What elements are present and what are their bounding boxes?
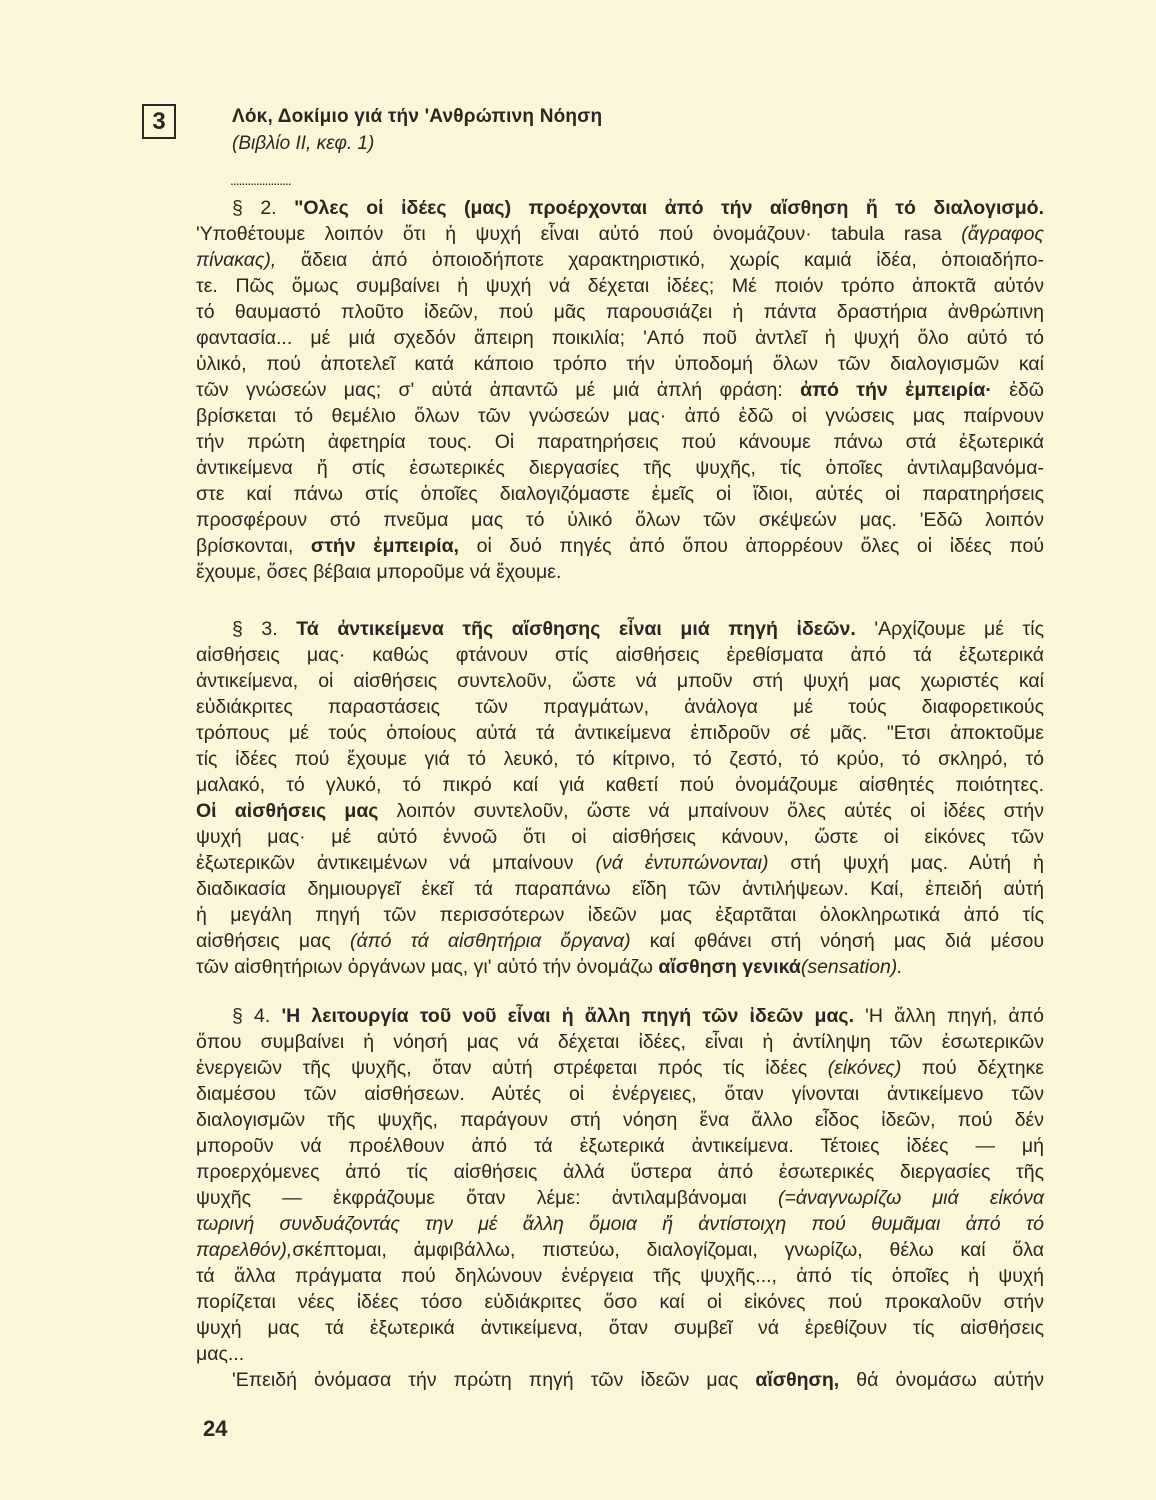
paragraph-section-2 [196, 195, 1044, 585]
body-text: πού δέχτηκε [901, 1057, 1045, 1079]
text-line [196, 1029, 1044, 1055]
page-number: 24 [203, 1416, 228, 1441]
body-text: διαμέσου τῶν αἰσθήσεων. Αὐτές οἱ ἐνέργειες, ὅταν γίνονται ἀντικείμενο τῶν [196, 1083, 1044, 1105]
italic-text: (sensation). [800, 956, 903, 978]
text-line [196, 1159, 1044, 1185]
body-text: ψυχή μας· μέ αὐτό ἐννοῶ ὅτι οἱ αἰσθήσεις κάνουν, ὥστε οἱ εἰκόνες τῶν [196, 826, 1044, 848]
text-line [196, 772, 1044, 798]
bold-text: 'Η λειτουργία τοῦ νοῦ εἶναι ἡ ἄλλη πηγή τῶν ἰδεῶν μας. [281, 1005, 854, 1027]
bold-text: αἴσθηση, [755, 1369, 840, 1391]
bold-text: Οἱ αἰσθήσεις μας [196, 800, 379, 822]
text-line [196, 559, 1044, 585]
text-line [196, 273, 1044, 299]
body-text: ὑλικό, πού ἀποτελεῖ κατά κάποιο τρόπο τήν ὑποδομή ὅλων τῶν διαλογισμῶν καί [196, 353, 1044, 375]
text-line [196, 195, 1044, 221]
body-text: § 2. [232, 197, 295, 219]
excerpt-source: (Βιβλίο II, κεφ. 1) [232, 133, 375, 154]
text-line [196, 299, 1044, 325]
body-text: ἐδῶ [991, 379, 1044, 401]
bold-text: Τά ἀντικείμενα τῆς αἴσθησης εἶναι μιά πηγή ἰδεῶν. [296, 618, 856, 640]
text-line [196, 1133, 1044, 1159]
body-text: τῶν αἰσθητήριων ὀργάνων μας, γι' αὐτό τήν ὀνομάζω [196, 956, 659, 978]
body-text: 'Η ἄλλη πηγή, ἀπό [854, 1005, 1044, 1027]
text-line [196, 928, 1044, 954]
body-text: ἄδεια ἀπό ὁποιοδήποτε χαρακτηριστικό, χωρίς καμιά ἰδέα, ὁποιαδήπο- [276, 249, 1044, 271]
body-text: σκέπτομαι, ἀμφιβάλλω, πιστεύω, διαλογίζομαι, γνωρίζω, θέλω καί ὅλα [292, 1239, 1044, 1261]
body-text: ὅπου συμβαίνει ἡ νόησή μας νά δέχεται ἰδέες, εἶναι ἡ ἀντίληψη τῶν ἐσωτερικῶν [196, 1031, 1044, 1053]
text-line [196, 668, 1044, 694]
bold-text: ἀπό τήν ἐμπειρία· [800, 379, 992, 401]
body-text: ἀντικείμενα, οἱ αἰσθήσεις συντελοῦν, ὥστε νά μποῦν στή ψυχή μας χωριστές καί [196, 670, 1044, 692]
text-line [196, 902, 1044, 928]
body-text: ἀντικείμενα ἤ στίς ἐσωτερικές διεργασίες τῆς ψυχῆς, τίς ὁποῖες ἀντιλαμβανόμα- [196, 457, 1044, 479]
text-line [196, 1081, 1044, 1107]
text-line [196, 746, 1044, 772]
text-line [196, 221, 1044, 247]
text-line [196, 403, 1044, 429]
text-line [196, 1263, 1044, 1289]
bold-text: αἴσθηση γενικά [658, 956, 801, 978]
italic-text: παρελθόν), [196, 1239, 293, 1261]
body-text: τίς ἰδέες πού ἔχουμε γιά τό λευκό, τό κίτρινο, τό ζεστό, τό κρύο, τό σκληρό, τό [196, 748, 1044, 770]
text-line [196, 954, 1044, 980]
body-text: 'Επειδή ὀνόμασα τήν πρώτη πηγή τῶν ἰδεῶν μας [232, 1369, 756, 1391]
body-text: στε καί πάνω στίς ὁποῖες διαλογιζόμαστε ἐμεῖς οἱ ἴδιοι, αὐτές οἱ παρατηρήσεις [196, 483, 1044, 505]
text-line [196, 1003, 1044, 1029]
text-line [196, 1315, 1044, 1341]
italic-text: (ἀπό τά αἰσθητήρια ὄργανα) [349, 930, 631, 952]
text-line [196, 1107, 1044, 1133]
italic-text: (νά ἐντυπώνονται) [595, 852, 769, 874]
body-text: καί φθάνει στή νόησή μας διά μέσου [630, 930, 1045, 952]
body-text: ἡ μεγάλη πηγή τῶν περισσότερων ἰδεῶν μας ἐξαρτᾶται ὁλοκληρωτικά ἀπό τίς [196, 904, 1044, 926]
excerpt-title: Λόκ, Δοκίμιο γιά τήν 'Ανθρώπινη Νόηση [232, 106, 603, 127]
text-line [196, 798, 1044, 824]
text-line [196, 507, 1044, 533]
body-text: § 4. [232, 1005, 282, 1027]
text-line [196, 247, 1044, 273]
body-text: τε. Πῶς ὅμως συμβαίνει ἡ ψυχή νά δέχεται ἰδέες; Μέ ποιόν τρόπο ἀποκτᾶ αὐτόν [196, 275, 1044, 297]
body-text: μας... [196, 1343, 245, 1365]
italic-text: (εἰκόνες) [827, 1057, 902, 1079]
text-line [196, 642, 1044, 668]
text-line [196, 876, 1044, 902]
body-text: τά ἄλλα πράγματα πού δηλώνουν ἐνέργεια τῆς ψυχῆς..., ἀπό τίς ὁποῖες ἡ ψυχή [196, 1265, 1044, 1287]
text-line [196, 1367, 1044, 1393]
body-text: αἰσθήσεις μας [196, 930, 350, 952]
body-text: φαντασία... μέ μιά σχεδόν ἄπειρη ποικιλία; 'Από ποῦ ἀντλεῖ ἡ ψυχή ὅλο αὐτό τό [196, 327, 1044, 349]
body-text: ψυχή μας τά ἐξωτερικά ἀντικείμενα, ὅταν συμβεῖ νά ἐρεθίζουν τίς αἰσθήσεις [196, 1317, 1044, 1339]
body-text: βρίσκονται, [196, 535, 311, 557]
text-line [196, 533, 1044, 559]
text-line [196, 1237, 1044, 1263]
text-line [196, 850, 1044, 876]
text-line [196, 720, 1044, 746]
paragraph-section-4 [196, 1003, 1044, 1393]
italic-text: (=ἀναγνωρίζω μιά εἰκόνα [777, 1187, 1045, 1209]
italic-text: (ἄγραφος [961, 223, 1044, 245]
body-text: ἔχουμε, ὅσες βέβαια μποροῦμε νά ἔχουμε. [196, 561, 562, 583]
body-text: ψυχῆς — ἐκφράζουμε ὅταν λέμε: ἀντιλαμβάνομαι [196, 1187, 778, 1209]
body-text: τό θαυμαστό πλοῦτο ἰδεῶν, πού μᾶς παρουσιάζει ἡ πάντα δραστήρια ἀνθρώπινη [196, 301, 1044, 323]
text-line [196, 1185, 1044, 1211]
body-text: τῶν γνώσεών μας; σ' αὐτά ἀπαντῶ μέ μιά ἁπλή φράση: [196, 379, 801, 401]
italic-text: τωρινή συνδυάζοντάς την μέ ἄλλη ὅμοια ἤ ἀντίστοιχη πού θυμᾶμαι ἀπό τό [196, 1213, 1044, 1235]
body-text: θά ὀνομάσω αὐτήν [839, 1369, 1044, 1391]
body-text: § 3. [232, 618, 297, 640]
text-line [196, 377, 1044, 403]
text-line [196, 1211, 1044, 1237]
text-line [196, 824, 1044, 850]
text-line [196, 325, 1044, 351]
paragraph-section-3 [196, 616, 1044, 980]
body-text: βρίσκεται τό θεμέλιο ὅλων τῶν γνώσεών μας· ἀπό ἐδῶ οἱ γνώσεις μας παίρνουν [196, 405, 1044, 427]
body-text: διαλογισμῶν τῆς ψυχῆς, παράγουν στή νόηση ἕνα ἄλλο εἶδος ἰδεῶν, πού δέν [196, 1109, 1044, 1131]
body-text: λοιπόν συντελοῦν, ὥστε νά μπαίνουν ὅλες αὐτές οἱ ἰδέες στήν [378, 800, 1044, 822]
text-line [196, 694, 1044, 720]
text-line [196, 1055, 1044, 1081]
body-text: ἐνεργειῶν τῆς ψυχῆς, ὅταν αὐτή στρέφεται πρός τίς ἰδέες [196, 1057, 828, 1079]
text-line [196, 481, 1044, 507]
body-text: εὐδιάκριτες παραστάσεις τῶν πραγμάτων, ἀνάλογα μέ τούς διαφορετικούς [196, 696, 1044, 718]
body-text: 'Αρχίζουμε μέ τίς [855, 618, 1044, 640]
body-text: 'Υποθέτουμε λοιπόν ὅτι ἡ ψυχή εἶναι αὐτό πού ὀνομάζουν· tabula rasa [196, 223, 962, 245]
body-text: στή ψυχή μας. Αὐτή ἡ [768, 852, 1044, 874]
body-text: αἰσθήσεις μας· καθώς φτάνουν στίς αἰσθήσεις ἐρεθίσματα ἀπό τά ἐξωτερικά [196, 644, 1044, 666]
text-line [196, 351, 1044, 377]
body-text: τήν πρώτη ἀφετηρία τους. Οἱ παρατηρήσεις πού κάνουμε πάνω στά ἐξωτερικά [196, 431, 1044, 453]
body-text: τρόπους μέ τούς ὁποίους αὐτά τά ἀντικείμενα ἐπιδροῦν σέ μᾶς. "Ετσι ἀποκτοῦμε [196, 722, 1044, 744]
text-line [196, 429, 1044, 455]
omission-marker: ..................... [230, 172, 291, 188]
text-line [196, 1341, 1044, 1367]
body-text: ἐξωτερικῶν ἀντικειμένων νά μπαίνουν [196, 852, 596, 874]
body-text: μποροῦν νά προέλθουν ἀπό τά ἐξωτερικά ἀντικείμενα. Τέτοιες ἰδέες — μή [196, 1135, 1044, 1157]
text-line [196, 616, 1044, 642]
body-text: πορίζεται νέες ἰδέες τόσο εὐδιάκριτες ὅσο καί οἱ εἰκόνες πού προκαλοῦν στήν [196, 1291, 1044, 1313]
body-text: μαλακό, τό γλυκό, τό πικρό καί γιά καθετί πού ὀνομάζουμε αἰσθητές ποιότητες. [196, 774, 1044, 796]
bold-text: "Ολες οἱ ἰδέες (μας) προέρχονται ἀπό τήν αἴσθηση ἤ τό διαλογισμό. [294, 197, 1045, 219]
text-line [196, 1289, 1044, 1315]
bold-text: στήν ἐμπειρία, [310, 535, 459, 557]
body-text: διαδικασία δημιουργεῖ ἐκεῖ τά παραπάνω εἴδη τῶν ἀντιλήψεων. Καί, ἐπειδή αὐτή [196, 878, 1044, 900]
body-text: οἱ δυό πηγές ἀπό ὅπου ἀπορρέουν ὅλες οἱ ἰδέες πού [458, 535, 1045, 557]
italic-text: πίνακας), [196, 249, 277, 271]
body-text: προσφέρουν στό πνεῦμα μας τό ὑλικό ὅλων τῶν σκέψεών μας. 'Εδῶ λοιπόν [196, 509, 1044, 531]
text-line [196, 455, 1044, 481]
body-text: προερχόμενες ἀπό τίς αἰσθήσεις ἀλλά ὕστερα ἀπό ἐσωτερικές διεργασίες τῆς [196, 1161, 1044, 1183]
section-number-box: 3 [142, 104, 176, 139]
